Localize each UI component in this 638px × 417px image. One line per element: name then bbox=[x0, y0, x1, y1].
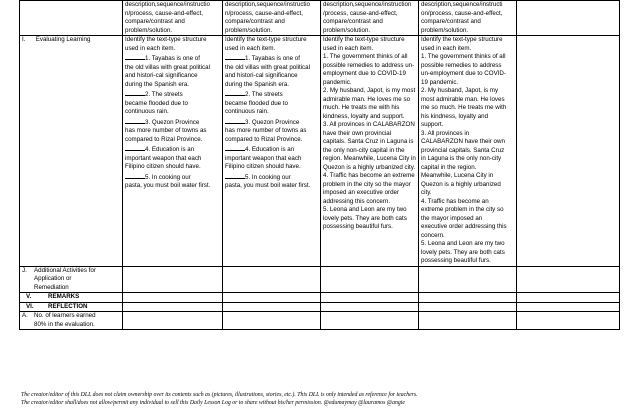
answer-blank bbox=[225, 117, 245, 124]
cell-text-line: during the Spanish era. bbox=[125, 80, 189, 88]
cell-text-line: Quezon is a highly urbanized city. bbox=[323, 163, 416, 171]
cell-text-line: possessing beautiful furs. bbox=[323, 223, 393, 230]
cell-text-line: most admirable man. He loves bbox=[421, 95, 505, 103]
cell-text-line: compare/contrast and bbox=[421, 18, 481, 25]
cell-text-line: important weapon that each bbox=[125, 154, 202, 162]
answer-blank bbox=[125, 172, 145, 179]
cell-text-line: 1. Tayabas is one of bbox=[125, 53, 220, 64]
cell-text-line: n/process, cause-and-effect, bbox=[125, 9, 203, 17]
evaluating-learning-label: I. Evaluating Learning bbox=[20, 36, 123, 267]
cell-text-line: has more number of towns as bbox=[225, 127, 307, 134]
cell-text-line: the only non-city capital in the bbox=[323, 146, 405, 154]
cell-text-line: capital in the region. bbox=[421, 163, 477, 171]
cell-text-line: description,sequence/instructi bbox=[421, 1, 503, 8]
friday-evaluation-cell bbox=[517, 36, 620, 267]
cell-text-line: pandemic. bbox=[323, 78, 352, 86]
answer-blank bbox=[225, 172, 245, 179]
cell-text-line: during the Spanish era. bbox=[225, 80, 289, 88]
cell-text-line: compare/contrast and bbox=[125, 18, 185, 25]
answer-blank bbox=[225, 144, 245, 151]
cell-text-line: has more number of towns as bbox=[125, 127, 207, 134]
cell-text-line: on/process, cause-and-effect, bbox=[421, 9, 503, 17]
cell-text-line: used in each item. bbox=[323, 44, 374, 52]
cell-text-line: 4. Education is an bbox=[125, 144, 220, 155]
learners-evaluation-label: A. No. of learners earned 80% in the evaluation. bbox=[20, 312, 123, 330]
cell-text-line: 3. All provinces in bbox=[421, 129, 470, 137]
cell-text-line: his kindness, loyalty and bbox=[421, 112, 489, 120]
thursday-cell bbox=[419, 1, 517, 36]
cell-text-line: employment due to COVID-19 bbox=[323, 70, 406, 77]
cell-text-line: 4. Traffic has become an extreme bbox=[323, 172, 415, 179]
cell-text-line: 3. All provinces in CALABARZON bbox=[323, 121, 415, 128]
cell-text-line: provincial capitals. Santa Cruz bbox=[421, 146, 505, 154]
cell-text-line: Filipino citizen should have. bbox=[125, 163, 201, 170]
cell-text-line: Identify the text-type structure bbox=[421, 36, 503, 43]
cell-text-line: kindness, loyalty and support. bbox=[323, 112, 405, 120]
cell-text-line: possible remedies to address un- bbox=[323, 61, 415, 69]
cell-text-line: problem/solution. bbox=[225, 26, 273, 34]
reflection-label: VI. REFLECTION bbox=[20, 302, 123, 312]
cell-text-line: much. He treats me with his bbox=[323, 104, 400, 111]
remarks-row bbox=[20, 293, 620, 303]
answer-blank bbox=[125, 144, 145, 151]
cell-text-line: used in each item. bbox=[125, 44, 176, 52]
cell-text-line: 4. Traffic has become an bbox=[421, 197, 489, 205]
disclaimer-footer bbox=[21, 392, 621, 407]
cell-text-line: concern. bbox=[421, 231, 445, 239]
cell-text-line: compared to Rizal Province. bbox=[225, 135, 303, 143]
cell-text-line: 19 pandemic. bbox=[421, 78, 459, 86]
thursday-evaluation-cell bbox=[419, 36, 517, 267]
cell-text-line: Identify the text-type structure bbox=[125, 36, 207, 43]
cell-text-line: 5. Leona and Leon are my two bbox=[421, 240, 505, 247]
cell-text-line: the old villas with great political bbox=[125, 63, 210, 71]
cell-text-line: addressing this concern. bbox=[323, 197, 391, 205]
empty-label-cell bbox=[20, 1, 123, 36]
cell-text-line: extreme problem in the city so bbox=[421, 206, 504, 213]
cell-text-line: used in each item. bbox=[225, 44, 276, 52]
disclaimer-line-1: The creator/editor of this DLL does not claim ownership over its contents such as (pictures, illustrations, stories, etc.). This DLL is only intended as reference for teachers. bbox=[21, 392, 418, 398]
reflection-row bbox=[20, 302, 620, 312]
cell-text-line: capitals. Santa Cruz in Laguna is bbox=[323, 138, 414, 145]
cell-text-line: pasta, you must boil water first. bbox=[125, 182, 211, 189]
cell-text-line: 2. The streets bbox=[125, 89, 220, 100]
answer-blank bbox=[225, 89, 245, 96]
cell-text-line: Filipino citizen should have. bbox=[225, 163, 301, 170]
cell-text-line: 5. In cooking our bbox=[225, 172, 318, 183]
answer-blank bbox=[125, 117, 145, 124]
cell-text-line: Identify the text-type structure bbox=[225, 36, 307, 43]
tuesday-evaluation-cell bbox=[223, 36, 321, 267]
cell-text-line: un-employment due to COVID- bbox=[421, 70, 506, 77]
monday-evaluation-cell bbox=[123, 36, 223, 267]
cell-text-line: 1. Tayabas is one of bbox=[225, 53, 318, 64]
tuesday-cell bbox=[223, 1, 321, 36]
cell-text-line: pasta, you must boil water first. bbox=[225, 182, 311, 189]
wednesday-cell bbox=[321, 1, 419, 36]
cell-text-line: 2. My husband, Japot, is my bbox=[421, 87, 499, 94]
text-structures-row bbox=[20, 1, 620, 36]
cell-text-line: compare/contrast and bbox=[225, 18, 285, 25]
cell-text-line: region. Meanwhile, Lucena City in bbox=[323, 155, 416, 162]
cell-text-line: Quezon is a highly urbanized bbox=[421, 180, 501, 188]
cell-text-line: description,sequence/instructio bbox=[225, 1, 310, 8]
cell-text-line: used in each item. bbox=[421, 44, 472, 52]
cell-text-line: imposed an executive order bbox=[323, 189, 400, 196]
cell-text-line: CALABARZON have their own bbox=[421, 138, 505, 145]
cell-text-line: 2. My husband, Japot, is my most bbox=[323, 87, 416, 94]
cell-text-line: 3. Quezon Province bbox=[225, 117, 318, 128]
answer-blank bbox=[125, 89, 145, 96]
cell-text-line: description,sequence/instructio bbox=[125, 1, 210, 8]
cell-text-line: became flooded due to bbox=[125, 99, 188, 107]
cell-text-line: admirable man. He loves me so bbox=[323, 95, 411, 103]
friday-cell bbox=[517, 1, 620, 36]
cell-text-line: executive order addressing this bbox=[421, 223, 507, 230]
cell-text-line: /process, cause-and-effect, bbox=[323, 9, 398, 17]
cell-text-line: problem/solution. bbox=[421, 26, 469, 34]
cell-text-line: 5. Leona and Leon are my two bbox=[323, 206, 407, 213]
disclaimer-line-2: The creator/editor shall/does not allow/permit any individual to sell this Daily Lesson Log or to share without his/her permission. @edumaymay @lauramos @angie bbox=[21, 399, 405, 406]
cell-text-line: possessing beautiful furs. bbox=[421, 257, 491, 264]
wednesday-evaluation-cell bbox=[321, 36, 419, 267]
cell-text-line: continuous rain. bbox=[225, 108, 269, 115]
additional-activities-label: J. Additional Activities for Application or Remediation bbox=[20, 266, 123, 293]
cell-text-line: possible remedies to address bbox=[421, 61, 502, 69]
cell-text-line: problem/solution. bbox=[125, 26, 173, 34]
evaluating-learning-row bbox=[20, 36, 620, 267]
cell-text-line: lovely pets. They are both cats bbox=[421, 248, 505, 256]
cell-text-line: continuous rain. bbox=[125, 108, 169, 115]
learners-evaluation-row bbox=[20, 312, 620, 330]
cell-text-line: Meanwhile, Lucena City in bbox=[421, 172, 494, 179]
remarks-label: V. REMARKS bbox=[20, 293, 123, 303]
cell-text-line: in Laguna is the only non-city bbox=[421, 155, 502, 162]
cell-text-line: compared to Rizal Province. bbox=[125, 135, 203, 143]
cell-text-line: me so much. He treats me with bbox=[421, 104, 507, 111]
cell-text-line: important weapon that each bbox=[225, 154, 302, 162]
cell-text-line: and histori-cal significance bbox=[225, 72, 298, 79]
cell-text-line: 3. Quezon Province bbox=[125, 117, 220, 128]
cell-text-line: 2. The streets bbox=[225, 89, 318, 100]
cell-text-line: support. bbox=[421, 121, 444, 128]
monday-cell bbox=[123, 1, 223, 36]
cell-text-line: have their own provincial bbox=[323, 129, 392, 137]
cell-text-line: n/process, cause-and-effect, bbox=[225, 9, 303, 17]
cell-text-line: and histori-cal significance bbox=[125, 72, 198, 79]
cell-text-line: problem/solution. bbox=[323, 26, 371, 34]
cell-text-line: 5. In cooking our bbox=[125, 172, 220, 183]
cell-text-line: city. bbox=[421, 189, 432, 196]
additional-activities-row bbox=[20, 266, 620, 293]
answer-blank bbox=[125, 53, 145, 60]
cell-text-line: problem in the city so the mayor bbox=[323, 180, 411, 188]
cell-text-line: 4. Education is an bbox=[225, 144, 318, 155]
cell-text-line: Identify the text-type structure bbox=[323, 36, 405, 43]
cell-text-line: 1. The government thinks of all bbox=[323, 53, 408, 60]
lesson-log-table bbox=[19, 0, 620, 330]
cell-text-line: the old villas with great political bbox=[225, 63, 310, 71]
cell-text-line: the mayor imposed an bbox=[421, 214, 483, 222]
cell-text-line: description,sequence/instruction bbox=[323, 1, 412, 8]
cell-text-line: 1. The government thinks of all bbox=[421, 53, 506, 60]
answer-blank bbox=[225, 53, 245, 60]
cell-text-line: compare/contrast and bbox=[323, 18, 383, 25]
cell-text-line: became flooded due to bbox=[225, 99, 288, 107]
cell-text-line: lovely pets. They are both cats bbox=[323, 214, 407, 222]
